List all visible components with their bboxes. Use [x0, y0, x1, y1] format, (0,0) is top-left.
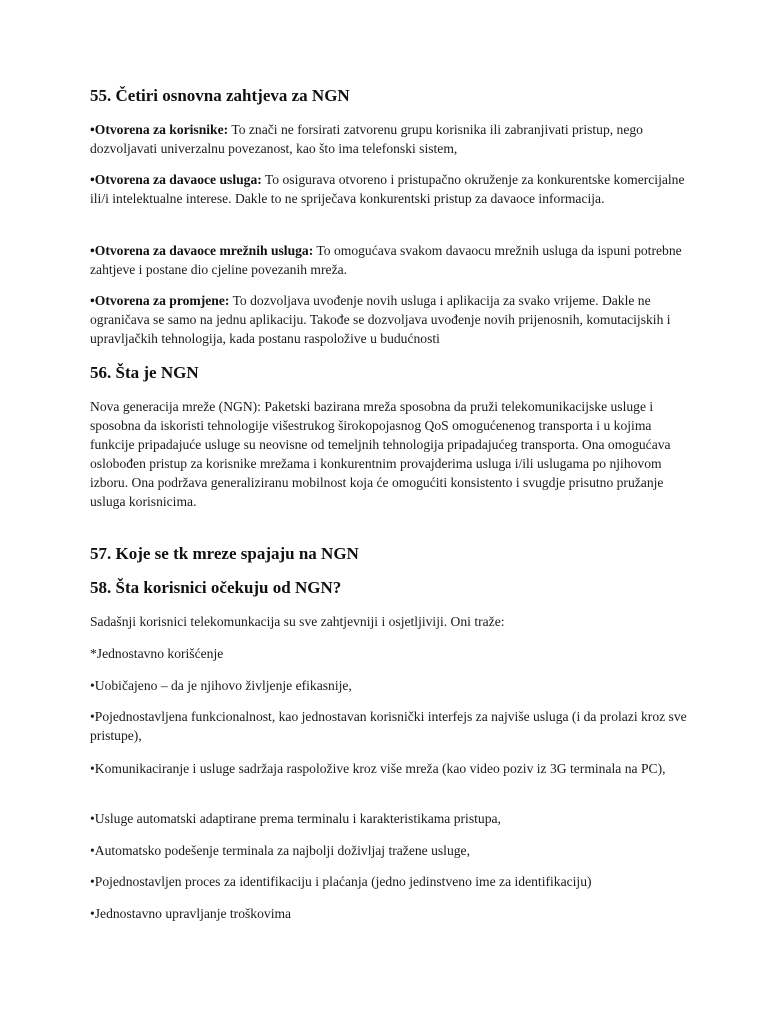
list-item: •Komunikaciranje i usluge sadržaja raspoložive kroz više mreža (kao video poziv iz 3G terminala na PC), — [90, 761, 666, 776]
requirement-text: To dozvoljava uvođenje novih usluga i aplikacija za svako vrijeme. Dakle ne ograničava se samo na jednu aplikaciju. Takođe se dozvoljava uvođenje novih prijenosnih, komutacijskih i upravljačkih tehnologija, kada postanu raspoložive u budućnosti — [90, 293, 671, 346]
list-item: •Automatsko podešenje terminala za najbolji doživljaj tražene usluge, — [90, 843, 470, 858]
requirement-label: •Otvorena za davaoce usluga: — [90, 172, 262, 187]
requirement-network-providers — [90, 241, 690, 279]
section-58-heading: 58. Šta korisnici očekuju od NGN? — [90, 578, 342, 597]
requirement-text: To omogućava svakom davaocu mrežnih usluga da ispuni potrebne zahtjeve i postane dio cjeline povezanih mreža. — [90, 243, 682, 277]
requirement-users — [90, 120, 690, 158]
list-item: •Uobičajeno – da je njihovo življenje efikasnije, — [90, 678, 352, 693]
requirement-label: •Otvorena za davaoce mrežnih usluga: — [90, 243, 314, 258]
list-item: •Pojednostavljen proces za identifikaciju i plaćanja (jedno jedinstveno ime za identifikaciju) — [90, 874, 592, 889]
section-57-heading: 57. Koje se tk mreze spajaju na NGN — [90, 544, 359, 563]
section-56-heading: 56. Šta je NGN — [90, 363, 199, 382]
expectations-intro: Sadašnji korisnici telekomunkacija su sve zahtjevniji i osjetljiviji. Oni traže: — [90, 614, 505, 629]
requirement-text: To osigurava otvoreno i pristupačno okruženje za konkurentske komercijalne ili/i intelektualne interese. Dakle to ne spriječava konkurentski pristup za davaoce informacija. — [90, 172, 685, 206]
list-item: •Jednostavno upravljanje troškovima — [90, 906, 292, 921]
list-item: *Jednostavno korišćenje — [90, 646, 224, 661]
requirement-text: To znači ne forsirati zatvorenu grupu korisnika ili zabranjivati pristup, nego dozvoljavati univerzalnu povezanost, kao što ima telefonski sistem, — [90, 122, 643, 156]
requirement-label: •Otvorena za promjene: — [90, 293, 230, 308]
list-item: •Pojednostavljena funkcionalnost, kao jednostavan korisnički interfejs za najviše usluga (i da prolazi kroz sve pristupe), — [90, 709, 687, 743]
ngn-definition-paragraph: Nova generacija mreže (NGN): Paketski bazirana mreža sposobna da pruži telekomunikacijske usluge i sposobna da iskoristi tehnologije višestrukog širokopojasnog QoS omogućenenog transporta i u kojima funkcije pripadajuće usluge su neovisne od temeljnih tehnologija pripadajućeg transporta. Ona omogućava oslobođen pristup za korisnike mrežama i konkurentnim provajderima usluga i/ili uslugama po njihovom izboru. Ona podržava generaliziranu mobilnost koja će omogućiti konsistento i svugdje prisutno pružanje usluga korisnicima. — [90, 399, 671, 509]
requirement-service-providers — [90, 170, 690, 208]
requirement-changes — [90, 291, 690, 348]
section-55-heading: 55. Četiri osnovna zahtjeva za NGN — [90, 86, 350, 105]
requirement-label: •Otvorena za korisnike: — [90, 122, 229, 137]
list-item: •Usluge automatski adaptirane prema terminalu i karakteristikama pristupa, — [90, 811, 501, 826]
